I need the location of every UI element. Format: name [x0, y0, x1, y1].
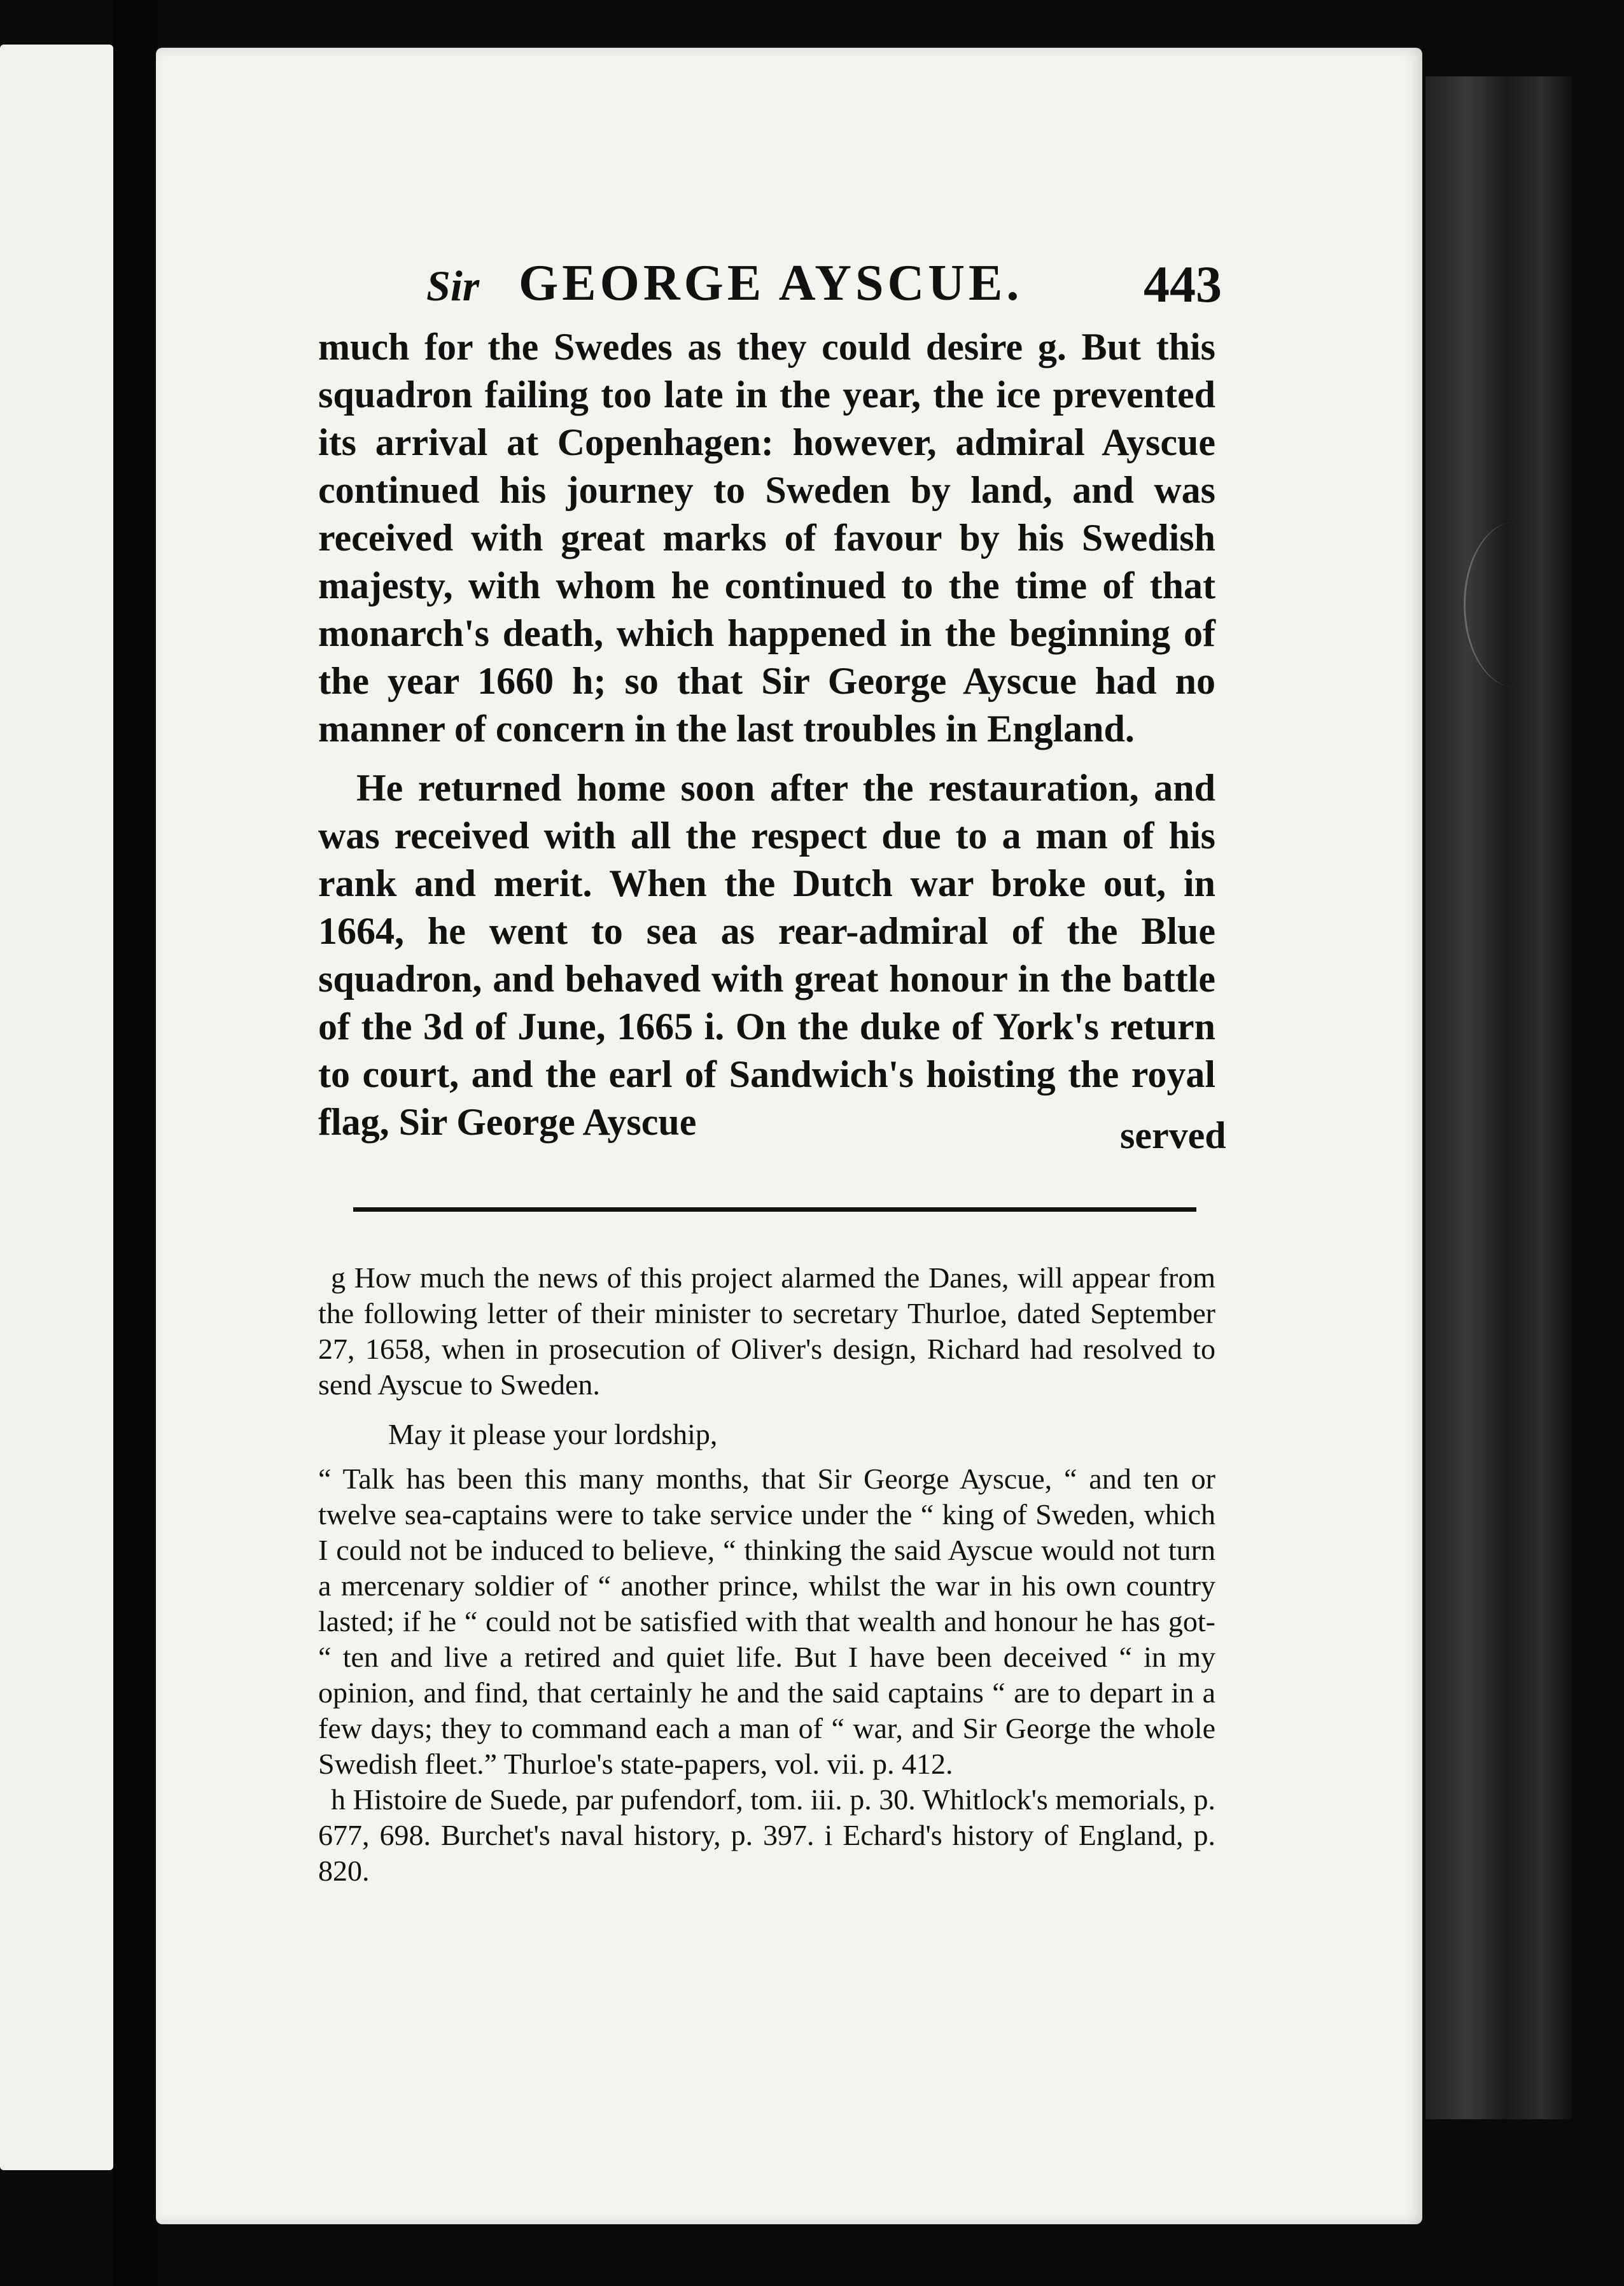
facing-page-edge: [0, 45, 113, 2170]
footnote-h-i: h Histoire de Suede, par pufendorf, tom. iii. p. 30. Whitlock's memorials, p. 677, 698. Burchet's naval history, p. 397. i Echard's history of England, p. 820.: [318, 1783, 1215, 1887]
catchword: served: [1120, 1114, 1226, 1156]
body-paragraph-1: much for the Swedes as they could desire g. But this squadron failing too late in the year, the ice prevented its arrival at Copenhagen: however, admiral Ayscue continued his journey to Sweden by land, and was received with great marks of favour by his Swedish majesty, with whom he continued to the time of that monarch's death, which happened in the beginning of the year 1660 h; so that Sir George Ayscue had no manner of concern in the last troubles in England.: [318, 326, 1215, 750]
running-header: [426, 255, 1222, 325]
footnote-rule: [353, 1207, 1196, 1212]
body-paragraph-2: He returned home soon after the restauration, and was received with all the respect due to a man of his rank and merit. When the Dutch war broke out, in 1664, he went to sea as rear-admiral of the Blue squadron, and behaved with great honour in the battle of the 3d of June, 1665 i. On the duke of York's return to court, and the earl of Sandwich's hoisting the royal flag, Sir George Ayscue: [318, 767, 1215, 1143]
footnotes: [318, 1260, 1215, 1889]
letter-quote: “ Talk has been this many months, that Sir George Ayscue, “ and ten or twelve sea-captains were to take service under the “ king of Sweden, which I could not be induced to believe, “ thinking the said Ayscue would not turn a mercenary soldier of “ another prince, whilst the war in his own country lasted; if he “ could not be satisfied with that wealth and honour he has got- “ ten and live a retired and quiet life. But I have been deceived “ in my opinion, and find, that certainly he and the said captains “ are to depart in a few days; they to command each a man of “ war, and Sir George the whole Swedish fleet.” Thurloe's state-papers, vol. vii. p. 412.: [318, 1462, 1215, 1780]
letter-salutation: May it please your lordship,: [388, 1418, 718, 1450]
header-title: GEORGE AYSCUE.: [519, 255, 1023, 311]
main-text: [318, 323, 1215, 1146]
paper-fold-mark: [1464, 522, 1567, 687]
book-gutter: [113, 0, 158, 2286]
page-number: 443: [1144, 255, 1222, 313]
page-fore-edge: [1425, 76, 1572, 2119]
header-title-prefix: Sir: [426, 262, 480, 310]
footnote-g: g How much the news of this project alarmed the Danes, will appear from the following letter of their minister to secretary Thurloe, dated September 27, 1658, when in prosecution of Oliver's design, Richard had resolved to send Ayscue to Sweden.: [318, 1261, 1215, 1401]
